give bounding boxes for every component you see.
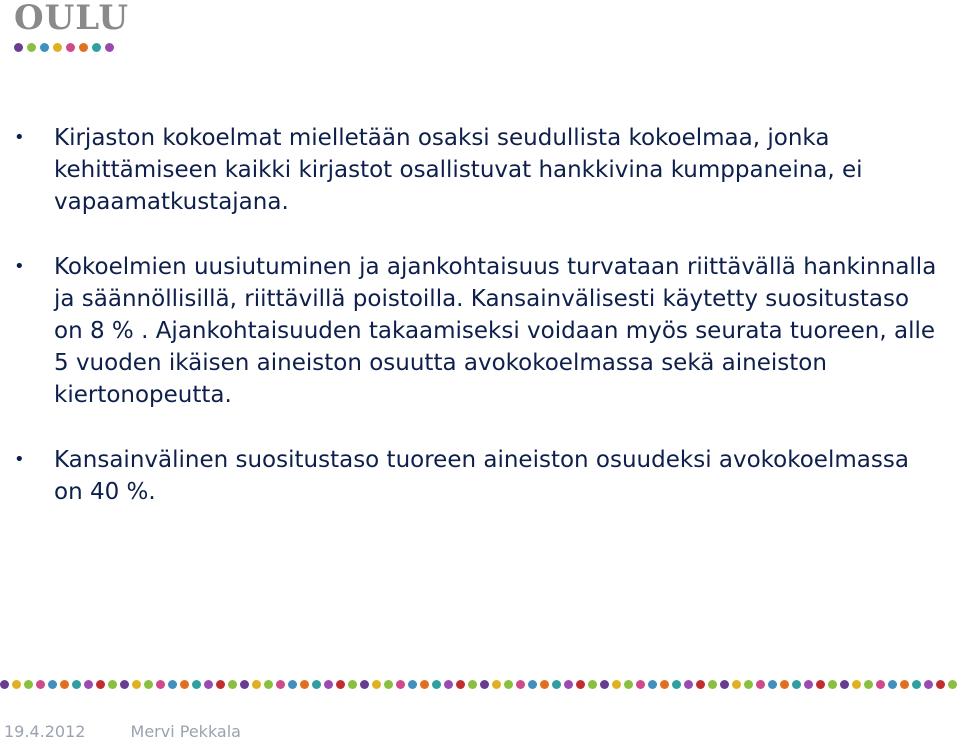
bottom-dot [900, 680, 909, 689]
bottom-dot [444, 680, 453, 689]
bottom-dot [780, 680, 789, 689]
bullet-marker: • [14, 449, 25, 470]
bottom-dot [720, 680, 729, 689]
bullet-marker: • [14, 256, 25, 277]
bottom-dot [348, 680, 357, 689]
bottom-dot [576, 680, 585, 689]
bullet-marker: • [14, 127, 25, 148]
bottom-dot [24, 680, 33, 689]
logo-dot [66, 43, 75, 52]
bottom-dot [912, 680, 921, 689]
bottom-dot [132, 680, 141, 689]
bottom-dot [792, 680, 801, 689]
bullet-text: Kirjaston kokoelmat mielletään osaksi seudullista kokoelmaa, jonka kehittämiseen kaikki kirjastot osallistuvat hankkivina kumppaneina, ei vapaamatkustajana. [54, 125, 863, 215]
bottom-dot [240, 680, 249, 689]
bottom-dot [420, 680, 429, 689]
bottom-dot [336, 680, 345, 689]
bottom-dot [12, 680, 21, 689]
bottom-dot [540, 680, 549, 689]
bottom-dot [564, 680, 573, 689]
bottom-dot [600, 680, 609, 689]
bottom-dot [708, 680, 717, 689]
bottom-dot [924, 680, 933, 689]
bottom-dot [456, 680, 465, 689]
bottom-dot [228, 680, 237, 689]
bottom-dot [696, 680, 705, 689]
bottom-dot [612, 680, 621, 689]
bottom-dot [648, 680, 657, 689]
bottom-dot [948, 680, 957, 689]
bottom-dot [108, 680, 117, 689]
bottom-dot [144, 680, 153, 689]
bottom-dot [48, 680, 57, 689]
bottom-dot [204, 680, 213, 689]
bottom-dot [552, 680, 561, 689]
logo-dots [14, 43, 114, 52]
bottom-dot [852, 680, 861, 689]
bottom-dot [384, 680, 393, 689]
bottom-dot [408, 680, 417, 689]
bottom-dot [504, 680, 513, 689]
bottom-dot [96, 680, 105, 689]
bottom-dot [468, 680, 477, 689]
bottom-dot [588, 680, 597, 689]
oulu-logo [14, 0, 154, 56]
logo-dot [79, 43, 88, 52]
logo-dot [53, 43, 62, 52]
bottom-dot [804, 680, 813, 689]
bottom-dot [828, 680, 837, 689]
bottom-dot [756, 680, 765, 689]
bottom-dot [432, 680, 441, 689]
bottom-dot [732, 680, 741, 689]
bottom-dot [168, 680, 177, 689]
bottom-dot [156, 680, 165, 689]
logo-dot [105, 43, 114, 52]
bullet-text: Kansainvälinen suositustaso tuoreen aineiston osuudeksi avokokoelmassa on 40 %. [54, 447, 909, 505]
bottom-dot [60, 680, 69, 689]
bottom-dot [324, 680, 333, 689]
decorative-dot-row [0, 680, 960, 692]
bottom-dot [528, 680, 537, 689]
bullet-text: Kokoelmien uusiutuminen ja ajankohtaisuus turvataan riittävällä hankinnalla ja säännöllisillä, riittävillä poistoilla. Kansainvälisesti käytetty suositustaso on 8 % . Ajankohtaisuuden takaamiseksi voidaan myös seurata tuoreen, alle 5 vuoden ikäisen aineiston osuutta avokokoelmassa sekä aineiston kiertonopeutta. [54, 254, 937, 408]
bottom-dot [372, 680, 381, 689]
bottom-dot [864, 680, 873, 689]
bottom-dot [288, 680, 297, 689]
bottom-dot [360, 680, 369, 689]
footer-date: 19.4.2012 [4, 722, 86, 741]
footer [4, 722, 241, 741]
bottom-dot [312, 680, 321, 689]
bottom-dot [768, 680, 777, 689]
bottom-dot [636, 680, 645, 689]
bottom-dot [672, 680, 681, 689]
bottom-dot [888, 680, 897, 689]
bullet-item [14, 444, 944, 508]
bottom-dot [120, 680, 129, 689]
bottom-dot [660, 680, 669, 689]
bottom-dot [516, 680, 525, 689]
bottom-dot [216, 680, 225, 689]
bottom-dot [264, 680, 273, 689]
bottom-dot [300, 680, 309, 689]
bottom-dot [816, 680, 825, 689]
bottom-dot [84, 680, 93, 689]
logo-dot [27, 43, 36, 52]
bottom-dot [684, 680, 693, 689]
bullet-item [14, 251, 944, 411]
bottom-dot [936, 680, 945, 689]
bottom-dot [180, 680, 189, 689]
logo-text: OULU [14, 0, 129, 38]
logo-dot [92, 43, 101, 52]
bottom-dot [276, 680, 285, 689]
logo-dot [14, 43, 23, 52]
bullet-list [14, 122, 944, 541]
bottom-dot [396, 680, 405, 689]
bottom-dot [840, 680, 849, 689]
bottom-dot [624, 680, 633, 689]
logo-dot [40, 43, 49, 52]
bottom-dot [480, 680, 489, 689]
bottom-dot [72, 680, 81, 689]
bottom-dot [492, 680, 501, 689]
bottom-dot [192, 680, 201, 689]
footer-author: Mervi Pekkala [130, 722, 241, 741]
bottom-dot [0, 680, 9, 689]
bottom-dot [252, 680, 261, 689]
bottom-dot [744, 680, 753, 689]
bullet-item [14, 122, 944, 218]
bottom-dot [36, 680, 45, 689]
bottom-dot [876, 680, 885, 689]
